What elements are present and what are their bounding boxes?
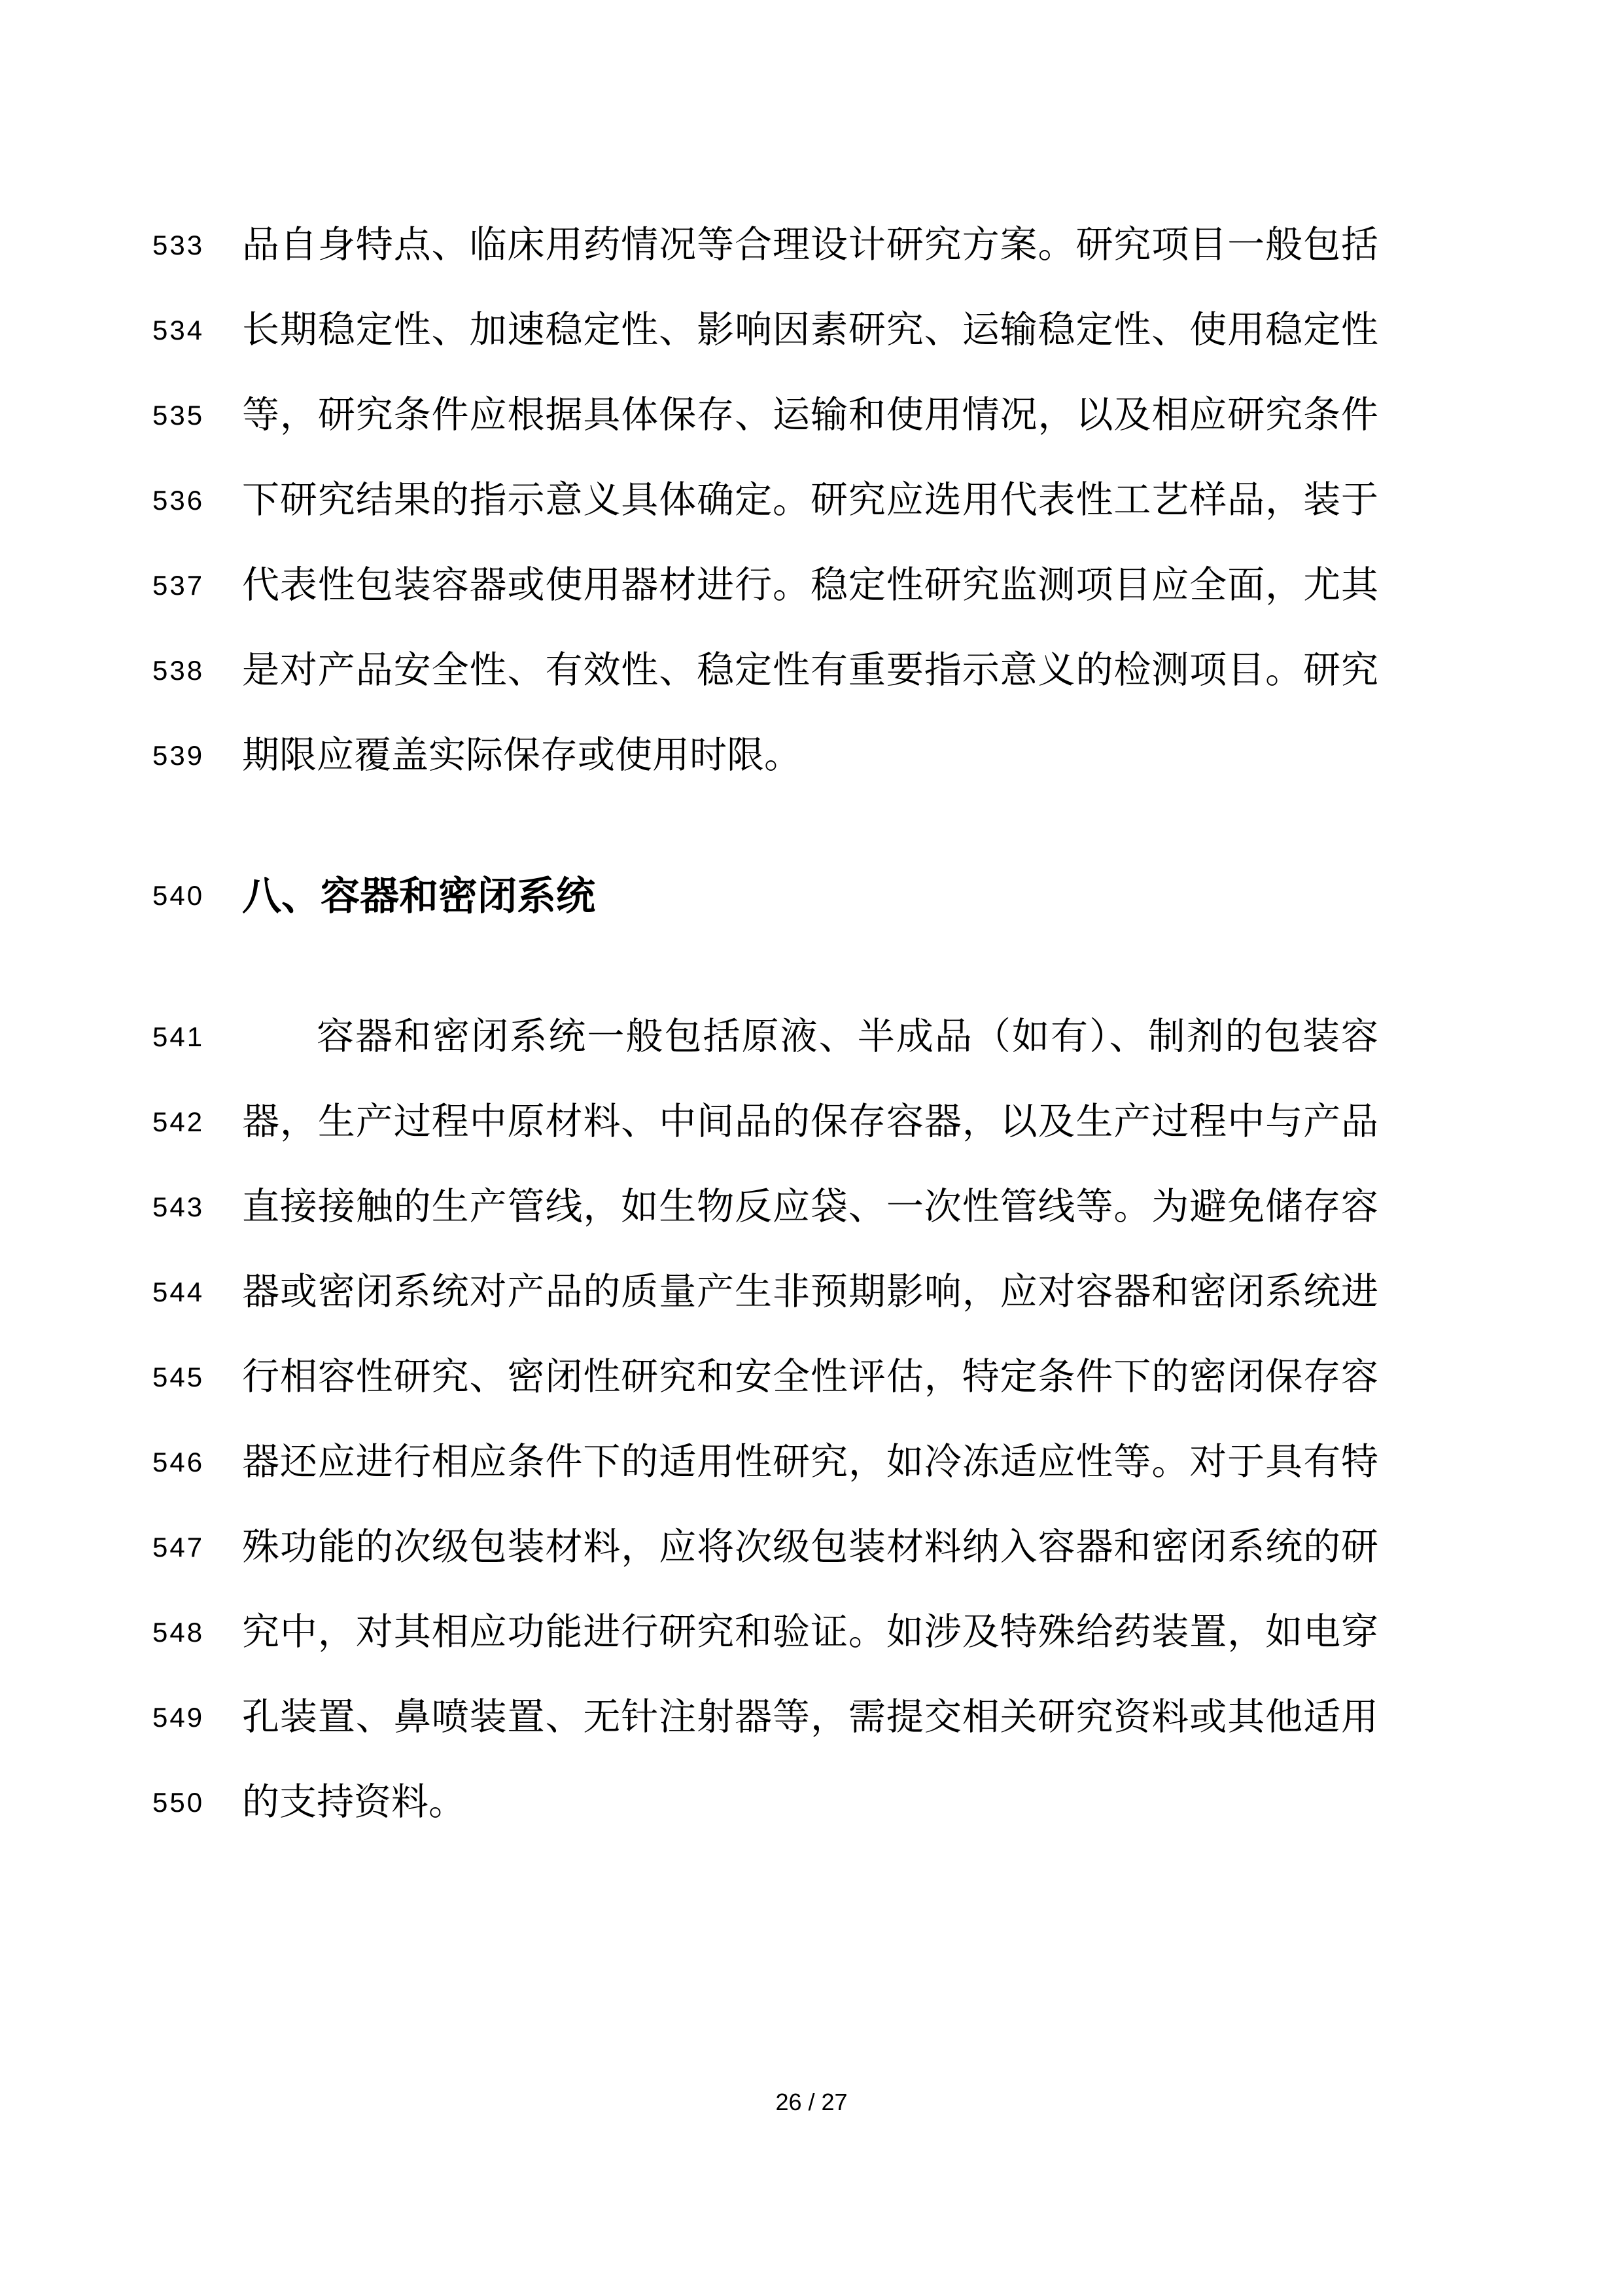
line-text: 长期稳定性、加速稳定性、影响因素研究、运输稳定性、使用稳定性 <box>242 309 1378 351</box>
document-line <box>152 543 1378 628</box>
line-text: 器，生产过程中原材料、中间品的保存容器，以及生产过程中与产品 <box>242 1101 1378 1143</box>
line-number: 545 <box>152 1362 205 1392</box>
line-number: 534 <box>152 315 205 345</box>
document-line <box>152 373 1378 458</box>
section-heading: 八、容器和密闭系统 <box>242 874 595 918</box>
line-text: 期限应覆盖实际保存或使用时限。 <box>242 734 801 777</box>
line-text: 殊功能的次级包装材料，应将次级包装材料纳入容器和密闭系统的研 <box>242 1526 1378 1568</box>
line-number: 538 <box>152 655 205 686</box>
line-number: 537 <box>152 570 205 601</box>
line-number: 544 <box>152 1277 205 1307</box>
line-text: 器或密闭系统对产品的质量产生非预期影响，应对容器和密闭系统进 <box>242 1271 1378 1313</box>
line-list <box>152 203 1378 1845</box>
document-line <box>152 458 1378 543</box>
document-line <box>152 1250 1378 1335</box>
line-text: 的支持资料。 <box>242 1781 466 1824</box>
document-line <box>152 1080 1378 1165</box>
line-text: 孔装置、鼻喷装置、无针注射器等，需提交相关研究资料或其他适用 <box>242 1696 1378 1739</box>
line-text: 直接接触的生产管线，如生物反应袋、一次性管线等。为避免储存容 <box>242 1186 1378 1228</box>
document-line <box>152 1505 1378 1590</box>
document-line <box>152 995 1378 1080</box>
page-number: 26 / 27 <box>775 2089 848 2115</box>
line-number: 540 <box>152 880 205 911</box>
line-number: 542 <box>152 1106 205 1137</box>
line-text: 器还应进行相应条件下的适用性研究，如冷冻适应性等。对于具有特 <box>242 1441 1378 1483</box>
document-line <box>152 288 1378 373</box>
line-number: 548 <box>152 1617 205 1648</box>
line-text: 品自身特点、临床用药情况等合理设计研究方案。研究项目一般包括 <box>242 224 1378 266</box>
line-text: 究中，对其相应功能进行研究和验证。如涉及特殊给药装置，如电穿 <box>242 1611 1378 1653</box>
line-number: 543 <box>152 1192 205 1222</box>
document-body <box>152 203 1378 1845</box>
document-line <box>152 1335 1378 1420</box>
line-number: 535 <box>152 400 205 431</box>
document-line <box>152 1590 1378 1675</box>
document-line <box>152 1420 1378 1505</box>
section-heading-row <box>152 852 1378 940</box>
line-number: 533 <box>152 230 205 260</box>
line-number: 550 <box>152 1787 205 1818</box>
line-text: 容器和密闭系统一般包括原液、半成品（如有）、制剂的包装容 <box>317 1016 1378 1058</box>
document-line <box>152 628 1378 713</box>
line-number: 536 <box>152 485 205 516</box>
line-text: 是对产品安全性、有效性、稳定性有重要指示意义的检测项目。研究 <box>242 649 1378 692</box>
document-line <box>152 1675 1378 1760</box>
line-number: 539 <box>152 740 205 771</box>
line-number: 541 <box>152 1021 205 1052</box>
line-number: 549 <box>152 1702 205 1733</box>
line-number: 547 <box>152 1532 205 1563</box>
document-line <box>152 713 1378 798</box>
document-line <box>152 1165 1378 1250</box>
document-line <box>152 1760 1378 1845</box>
line-text: 代表性包装容器或使用器材进行。稳定性研究监测项目应全面，尤其 <box>242 564 1378 607</box>
line-number: 546 <box>152 1447 205 1477</box>
line-text: 下研究结果的指示意义具体确定。研究应选用代表性工艺样品，装于 <box>242 479 1378 521</box>
page-footer <box>0 2089 1623 2116</box>
line-text: 等，研究条件应根据具体保存、运输和使用情况，以及相应研究条件 <box>242 394 1378 436</box>
line-text: 行相容性研究、密闭性研究和安全性评估，特定条件下的密闭保存容 <box>242 1356 1378 1398</box>
document-line <box>152 203 1378 288</box>
